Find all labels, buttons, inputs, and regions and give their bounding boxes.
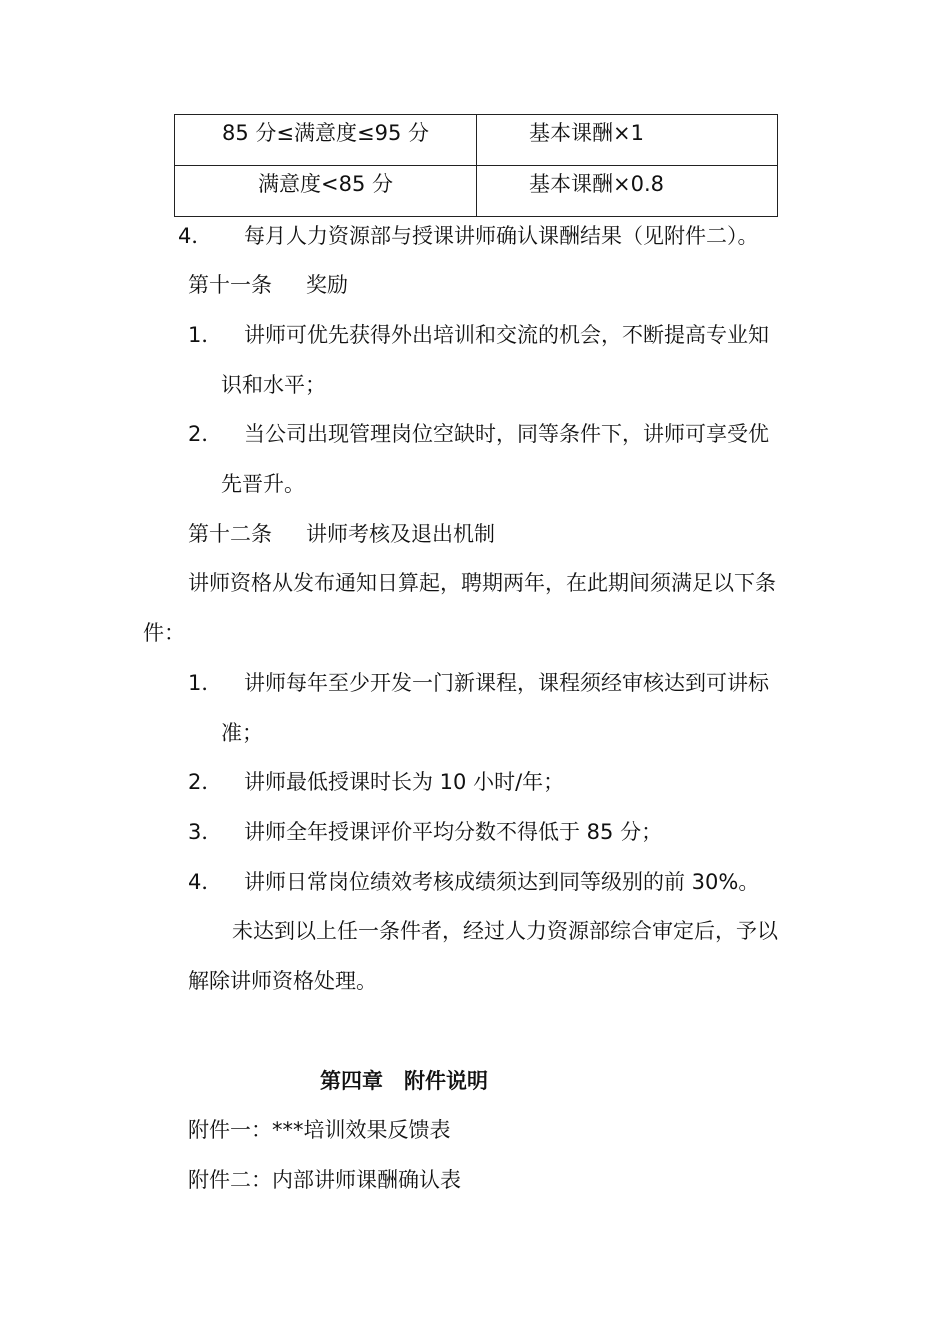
list-item: 4． 讲师日常岗位绩效考核成绩须达到同等级别的前 30%。: [188, 870, 760, 894]
list-item: 2． 讲师最低授课时长为 10 小时/年；: [188, 770, 565, 794]
list-item-continuation: 先晋升。: [221, 472, 305, 496]
paragraph: 未达到以上任一条件者，经过人力资源部综合审定后，予以: [232, 919, 778, 943]
fee-table: [174, 114, 778, 217]
table-cell-fee: 基本课酬×1: [477, 115, 778, 166]
list-item: 2． 当公司出现管理岗位空缺时，同等条件下，讲师可享受优: [188, 422, 769, 446]
paragraph-continuation: 解除讲师资格处理。: [188, 969, 377, 993]
table-row: [175, 166, 778, 217]
attachment-item: 附件二：内部讲师课酬确认表: [188, 1168, 461, 1192]
article-heading: 第十一条 奖励: [188, 273, 348, 297]
list-item-continuation: 准；: [221, 721, 263, 745]
list-item-continuation: 识和水平；: [221, 373, 326, 397]
table-row: [175, 115, 778, 166]
list-item: 4． 每月人力资源部与授课讲师确认课酬结果（见附件二）。: [178, 224, 759, 248]
article-heading: 第十二条 讲师考核及退出机制: [188, 522, 495, 546]
table-cell-condition: 满意度<85 分: [175, 166, 477, 217]
paragraph: 讲师资格从发布通知日算起，聘期两年，在此期间须满足以下条: [188, 571, 776, 595]
attachment-item: 附件一：***培训效果反馈表: [188, 1118, 451, 1142]
table-cell-condition: 85 分≤满意度≤95 分: [175, 115, 477, 166]
list-item: 1． 讲师可优先获得外出培训和交流的机会，不断提高专业知: [188, 323, 769, 347]
list-item: 1． 讲师每年至少开发一门新课程，课程须经审核达到可讲标: [188, 671, 769, 695]
chapter-title: 第四章 附件说明: [320, 1069, 488, 1093]
list-item: 3． 讲师全年授课评价平均分数不得低于 85 分；: [188, 820, 663, 844]
paragraph-continuation: 件：: [143, 621, 185, 645]
table-cell-fee: 基本课酬×0.8: [477, 166, 778, 217]
